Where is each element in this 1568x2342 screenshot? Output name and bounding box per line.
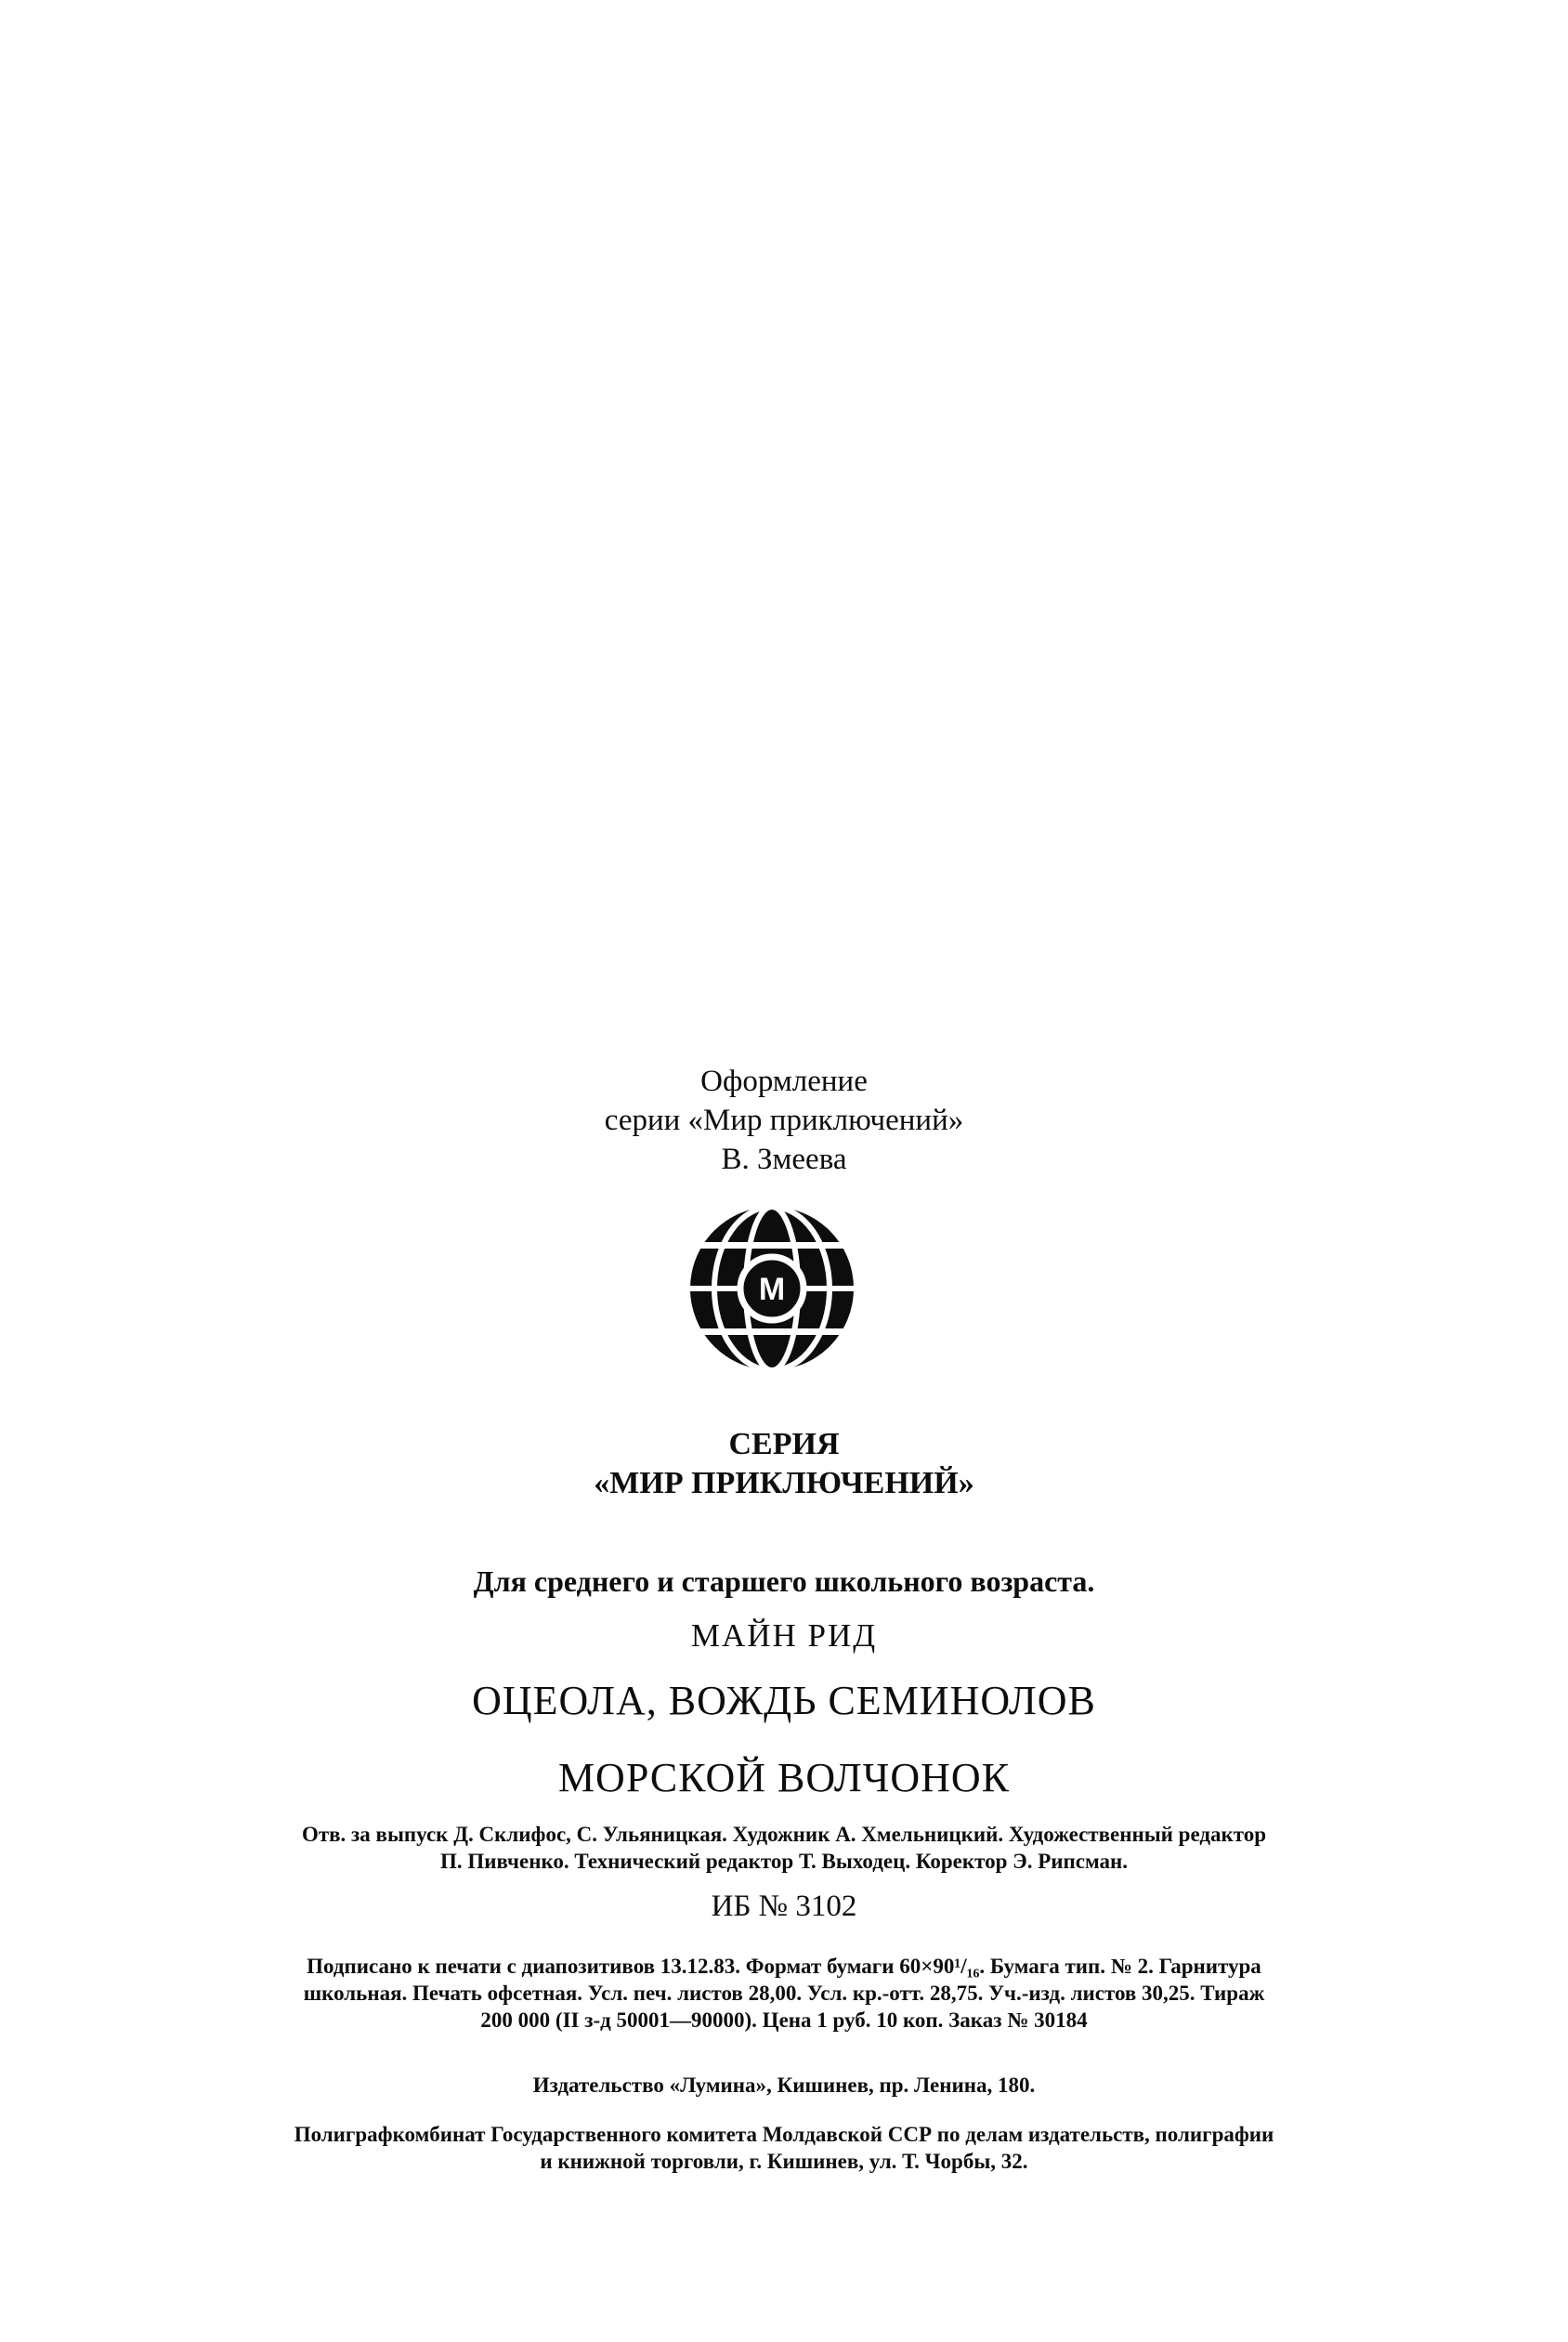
staff-credits-line-2: П. Пивченко. Технический редактор Т. Выходец. Коректор Э. Рипсман. <box>439 1850 1129 1873</box>
printer-line-2: и книжной торговли, г. Кишинев, ул. Т. Чорбы, 32. <box>540 2150 1028 2173</box>
print-details-line-2: школьная. Печать офсетная. Усл. печ. листов 28,00. Усл. кр.-отт. 28,75. Уч.-изд. листов 30,25. Тираж <box>303 1982 1265 2005</box>
design-credit-line-1: Оформление <box>700 1065 868 1098</box>
ib-number: ИБ № 3102 <box>711 1890 857 1923</box>
author-name: МАЙН РИД <box>690 1617 878 1654</box>
age-note: Для среднего и старшего школьного возраста. <box>473 1564 1095 1598</box>
series-heading: СЕРИЯ <box>728 1427 840 1461</box>
series-name: «МИР ПРИКЛЮЧЕНИЙ» <box>594 1466 974 1500</box>
publisher-globe-logo-icon <box>686 1203 857 1374</box>
design-credit-line-2: серии «Мир приключений» <box>604 1104 964 1137</box>
logo-letter: М <box>758 1272 786 1307</box>
print-details-line-3: 200 000 (II з-д 50001—90000). Цена 1 руб. 10 коп. Заказ № 30184 <box>480 2008 1088 2032</box>
print-details-line-1: Подписано к печати с диапозитивов 13.12.83. Формат бумаги 60×90¹/₁₆. Бумага тип. № 2. Гарнитура <box>307 1955 1261 1978</box>
book-title-1: ОЦЕОЛА, ВОЖДЬ СЕМИНОЛОВ <box>472 1678 1096 1723</box>
staff-credits-line-1: Отв. за выпуск Д. Склифос, С. Ульяницкая. Художник А. Хмельницкий. Художественный редактор <box>301 1823 1267 1846</box>
printer-line-1: Полиграфкомбинат Государственного комитета Молдавской ССР по делам издательств, полиграфии <box>294 2123 1274 2146</box>
publisher-address: Издательство «Лумина», Кишинев, пр. Ленина, 180. <box>532 2074 1036 2097</box>
design-credit-line-3: В. Змеева <box>721 1143 847 1176</box>
book-title-2: МОРСКОЙ ВОЛЧОНОК <box>557 1755 1011 1800</box>
